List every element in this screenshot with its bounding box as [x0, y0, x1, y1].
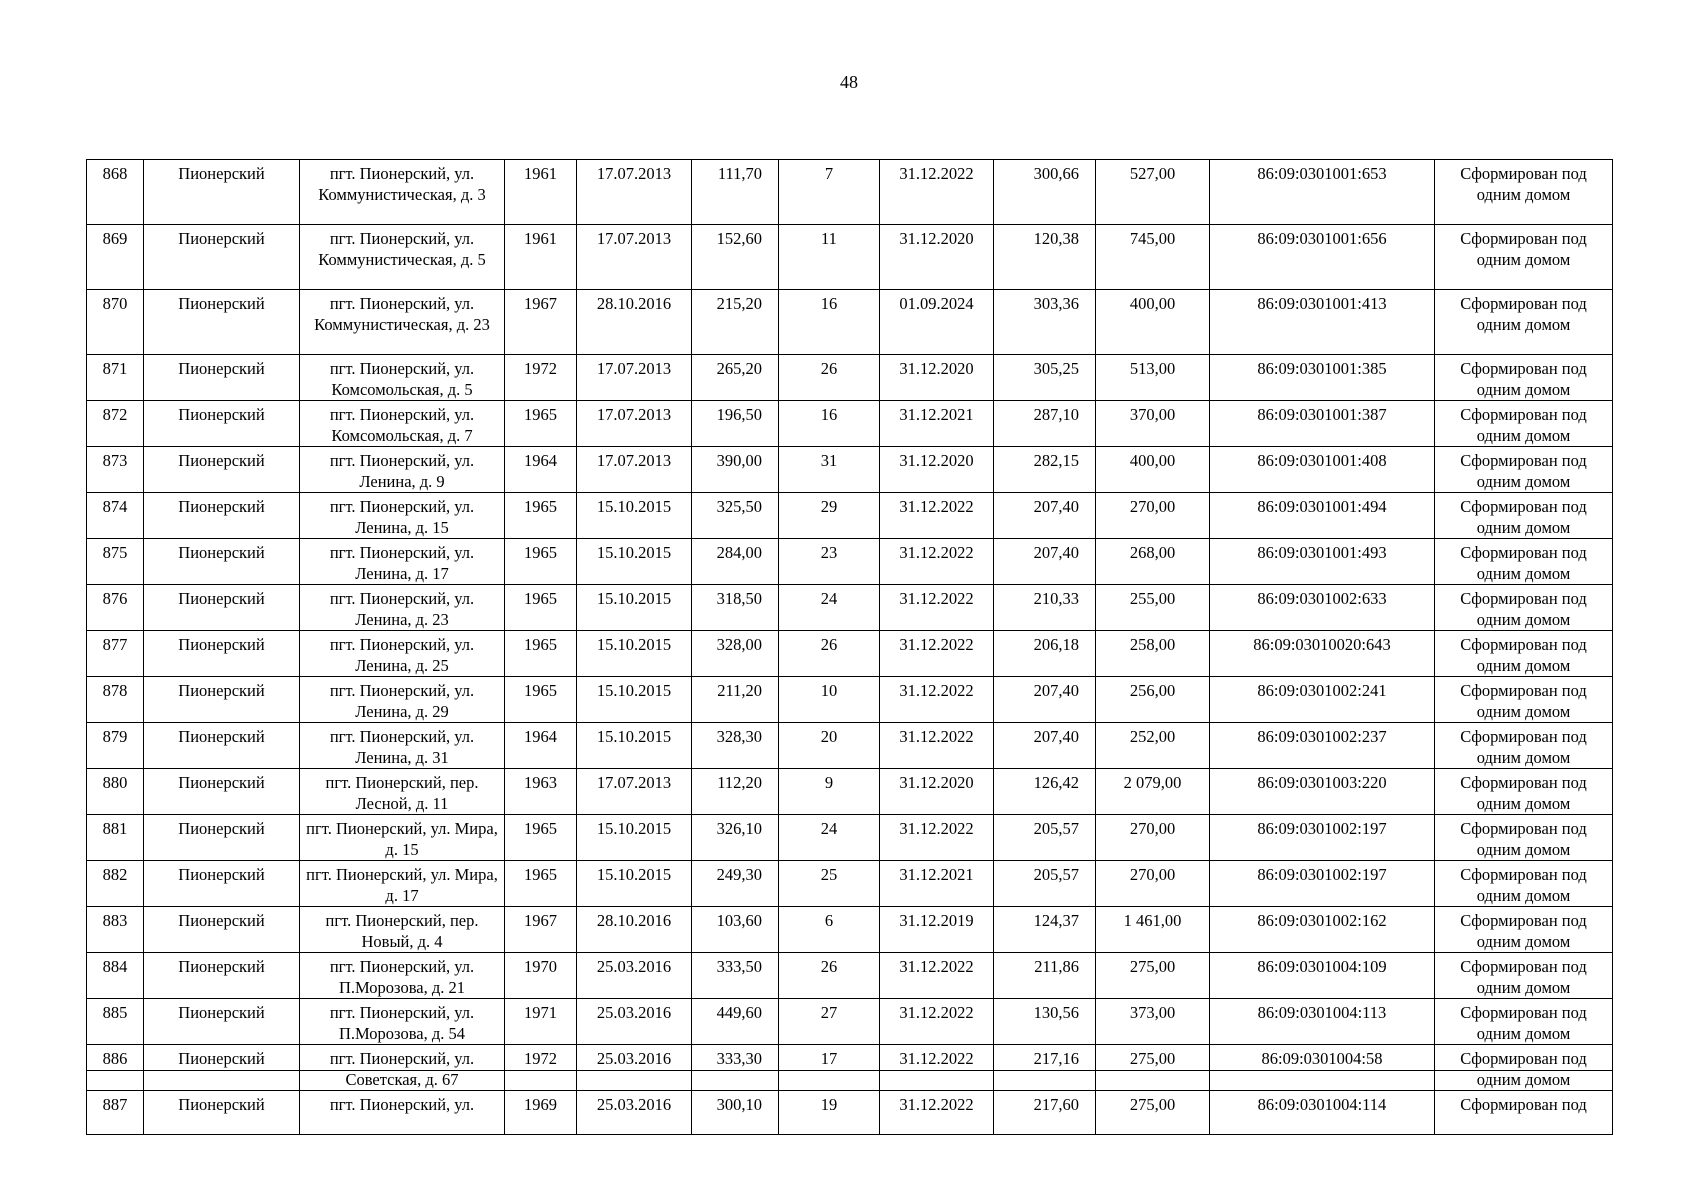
- area-cell: 449,60: [692, 999, 779, 1045]
- date-cell: 28.10.2016: [577, 290, 692, 355]
- area-cell: 300,10: [692, 1091, 779, 1135]
- cadastral-number-cell: 86:09:0301004:113: [1210, 999, 1435, 1045]
- build-year-cell: 1961: [505, 160, 577, 225]
- district-cell: Пионерский: [144, 907, 300, 953]
- deadline-cell: 31.12.2022: [880, 677, 994, 723]
- deadline-cell: 31.12.2022: [880, 999, 994, 1045]
- cadastral-number-cell: 86:09:0301001:413: [1210, 290, 1435, 355]
- land-area-cell: 370,00: [1096, 401, 1210, 447]
- table-row: [87, 401, 1613, 447]
- deadline-cell: 31.12.2022: [880, 953, 994, 999]
- area-cell: 390,00: [692, 447, 779, 493]
- row-number-cell: 876: [87, 585, 144, 631]
- table-row: [87, 225, 1613, 290]
- residents-cell: 19: [779, 1091, 880, 1135]
- row-number-cell: 874: [87, 493, 144, 539]
- table-row: [87, 677, 1613, 723]
- area-cell: 325,50: [692, 493, 779, 539]
- land-area-cell: 2 079,00: [1096, 769, 1210, 815]
- date-cell: 17.07.2013: [577, 447, 692, 493]
- row-number-cell: 884: [87, 953, 144, 999]
- status-cell: Сформирован под одним домом: [1435, 290, 1613, 355]
- table-row: [87, 861, 1613, 907]
- cadastral-number-cell: 86:09:0301004:114: [1210, 1091, 1435, 1135]
- row-number-cell: 873: [87, 447, 144, 493]
- land-area-cell: 275,00: [1096, 953, 1210, 999]
- address-cell: пгт. Пионерский, пер. Лесной, д. 11: [300, 769, 505, 815]
- area-cell: 196,50: [692, 401, 779, 447]
- status-cell: Сформирован под одним домом: [1435, 953, 1613, 999]
- residents-cell: 25: [779, 861, 880, 907]
- land-area-cell: 270,00: [1096, 493, 1210, 539]
- status-cell: Сформирован под одним домом: [1435, 723, 1613, 769]
- build-year-cell: 1967: [505, 290, 577, 355]
- sum-cell: 303,36: [994, 290, 1096, 355]
- row-number-cell: 868: [87, 160, 144, 225]
- table-row: [87, 493, 1613, 539]
- cadastral-number-cell: 86:09:0301001:653: [1210, 160, 1435, 225]
- sum-cell: 206,18: [994, 631, 1096, 677]
- housing-table-container: [86, 159, 1613, 1114]
- status-cell: Сформирован под одним домом: [1435, 539, 1613, 585]
- status-cell: Сформирован под: [1435, 1091, 1613, 1135]
- sum-cell: 126,42: [994, 769, 1096, 815]
- table-row: [87, 1045, 1613, 1091]
- address-cell: пгт. Пионерский, ул. Комсомольская, д. 5: [300, 355, 505, 401]
- table-row: [87, 999, 1613, 1045]
- residents-cell: 10: [779, 677, 880, 723]
- district-cell: Пионерский: [144, 677, 300, 723]
- date-cell: 17.07.2013: [577, 769, 692, 815]
- area-cell: 284,00: [692, 539, 779, 585]
- build-year-cell: 1963: [505, 769, 577, 815]
- cadastral-number-cell: 86:09:0301003:220: [1210, 769, 1435, 815]
- sum-cell: 300,66: [994, 160, 1096, 225]
- cadastral-number-cell: 86:09:0301001:408: [1210, 447, 1435, 493]
- build-year-cell: 1971: [505, 999, 577, 1045]
- deadline-cell: 31.12.2022: [880, 1045, 994, 1091]
- deadline-cell: 01.09.2024: [880, 290, 994, 355]
- row-number-cell: 880: [87, 769, 144, 815]
- district-cell: Пионерский: [144, 815, 300, 861]
- district-cell: Пионерский: [144, 861, 300, 907]
- address-cell: пгт. Пионерский, ул. Ленина, д. 15: [300, 493, 505, 539]
- sum-cell: 287,10: [994, 401, 1096, 447]
- cadastral-number-cell: 86:09:0301002:197: [1210, 815, 1435, 861]
- build-year-cell: 1965: [505, 539, 577, 585]
- row-number-cell: 887: [87, 1091, 144, 1135]
- address-cell: пгт. Пионерский, ул. Коммунистическая, д. 3: [300, 160, 505, 225]
- cadastral-number-cell: 86:09:0301004:109: [1210, 953, 1435, 999]
- residents-cell: 23: [779, 539, 880, 585]
- build-year-cell: 1969: [505, 1091, 577, 1135]
- deadline-cell: 31.12.2020: [880, 355, 994, 401]
- deadline-cell: 31.12.2022: [880, 160, 994, 225]
- address-cell: пгт. Пионерский, ул. Ленина, д. 25: [300, 631, 505, 677]
- sum-cell: 207,40: [994, 539, 1096, 585]
- area-cell: 215,20: [692, 290, 779, 355]
- cadastral-number-cell: 86:09:0301001:385: [1210, 355, 1435, 401]
- address-cell: пгт. Пионерский, ул. Мира, д. 17: [300, 861, 505, 907]
- land-area-cell: 400,00: [1096, 447, 1210, 493]
- area-cell: 152,60: [692, 225, 779, 290]
- build-year-cell: 1965: [505, 861, 577, 907]
- table-row: [87, 1091, 1613, 1135]
- build-year-cell: 1967: [505, 907, 577, 953]
- deadline-cell: 31.12.2020: [880, 447, 994, 493]
- land-area-cell: 527,00: [1096, 160, 1210, 225]
- status-cell: Сформирован под одним домом: [1435, 769, 1613, 815]
- area-cell: 318,50: [692, 585, 779, 631]
- land-area-cell: 270,00: [1096, 815, 1210, 861]
- row-number-cell: 881: [87, 815, 144, 861]
- sum-cell: 207,40: [994, 677, 1096, 723]
- district-cell: Пионерский: [144, 447, 300, 493]
- cadastral-number-cell: 86:09:0301002:237: [1210, 723, 1435, 769]
- sum-cell: 207,40: [994, 723, 1096, 769]
- build-year-cell: 1965: [505, 493, 577, 539]
- sum-cell: 120,38: [994, 225, 1096, 290]
- table-row: [87, 447, 1613, 493]
- table-row: [87, 160, 1613, 225]
- sum-cell: 207,40: [994, 493, 1096, 539]
- sum-cell: 217,60: [994, 1091, 1096, 1135]
- status-cell: Сформирован под одним домом: [1435, 677, 1613, 723]
- land-area-cell: 400,00: [1096, 290, 1210, 355]
- cadastral-number-cell: 86:09:0301002:197: [1210, 861, 1435, 907]
- residents-cell: 17: [779, 1045, 880, 1091]
- build-year-cell: 1965: [505, 585, 577, 631]
- residents-cell: 6: [779, 907, 880, 953]
- status-cell: Сформирован под одним домом: [1435, 1045, 1613, 1091]
- sum-cell: 130,56: [994, 999, 1096, 1045]
- district-cell: Пионерский: [144, 723, 300, 769]
- build-year-cell: 1965: [505, 631, 577, 677]
- table-row: [87, 953, 1613, 999]
- residents-cell: 11: [779, 225, 880, 290]
- status-cell: Сформирован под одним домом: [1435, 907, 1613, 953]
- district-cell: Пионерский: [144, 1045, 300, 1091]
- date-cell: 15.10.2015: [577, 815, 692, 861]
- cadastral-number-cell: 86:09:03010020:643: [1210, 631, 1435, 677]
- deadline-cell: 31.12.2022: [880, 815, 994, 861]
- area-cell: 333,50: [692, 953, 779, 999]
- address-cell: пгт. Пионерский, ул. Ленина, д. 29: [300, 677, 505, 723]
- date-cell: 17.07.2013: [577, 225, 692, 290]
- district-cell: Пионерский: [144, 401, 300, 447]
- address-cell: пгт. Пионерский, пер. Новый, д. 4: [300, 907, 505, 953]
- deadline-cell: 31.12.2022: [880, 723, 994, 769]
- district-cell: Пионерский: [144, 493, 300, 539]
- housing-table: [86, 159, 1613, 1135]
- area-cell: 265,20: [692, 355, 779, 401]
- row-number-cell: 885: [87, 999, 144, 1045]
- build-year-cell: 1970: [505, 953, 577, 999]
- residents-cell: 29: [779, 493, 880, 539]
- row-number-cell: 875: [87, 539, 144, 585]
- cadastral-number-cell: 86:09:0301004:58: [1210, 1045, 1435, 1091]
- date-cell: 15.10.2015: [577, 585, 692, 631]
- table-row: [87, 539, 1613, 585]
- address-cell: пгт. Пионерский, ул. Ленина, д. 31: [300, 723, 505, 769]
- date-cell: 15.10.2015: [577, 677, 692, 723]
- row-number-cell: 878: [87, 677, 144, 723]
- district-cell: Пионерский: [144, 290, 300, 355]
- address-cell: пгт. Пионерский, ул. П.Морозова, д. 21: [300, 953, 505, 999]
- land-area-cell: 513,00: [1096, 355, 1210, 401]
- sum-cell: 210,33: [994, 585, 1096, 631]
- deadline-cell: 31.12.2022: [880, 631, 994, 677]
- table-row: [87, 815, 1613, 861]
- table-row: [87, 585, 1613, 631]
- sum-cell: 124,37: [994, 907, 1096, 953]
- row-number-cell: 883: [87, 907, 144, 953]
- residents-cell: 26: [779, 631, 880, 677]
- residents-cell: 31: [779, 447, 880, 493]
- status-cell: Сформирован под одним домом: [1435, 225, 1613, 290]
- residents-cell: 24: [779, 815, 880, 861]
- land-area-cell: 252,00: [1096, 723, 1210, 769]
- table-row: [87, 355, 1613, 401]
- area-cell: 333,30: [692, 1045, 779, 1091]
- date-cell: 15.10.2015: [577, 723, 692, 769]
- table-row: [87, 769, 1613, 815]
- land-area-cell: 745,00: [1096, 225, 1210, 290]
- district-cell: Пионерский: [144, 585, 300, 631]
- deadline-cell: 31.12.2022: [880, 1091, 994, 1135]
- residents-cell: 9: [779, 769, 880, 815]
- build-year-cell: 1964: [505, 723, 577, 769]
- land-area-cell: 1 461,00: [1096, 907, 1210, 953]
- land-area-cell: 256,00: [1096, 677, 1210, 723]
- area-cell: 249,30: [692, 861, 779, 907]
- address-cell: пгт. Пионерский, ул. П.Морозова, д. 54: [300, 999, 505, 1045]
- cadastral-number-cell: 86:09:0301001:387: [1210, 401, 1435, 447]
- area-cell: 328,00: [692, 631, 779, 677]
- area-cell: 103,60: [692, 907, 779, 953]
- sum-cell: 211,86: [994, 953, 1096, 999]
- address-cell: пгт. Пионерский, ул. Комсомольская, д. 7: [300, 401, 505, 447]
- area-cell: 112,20: [692, 769, 779, 815]
- status-cell: Сформирован под одним домом: [1435, 493, 1613, 539]
- table-row: [87, 907, 1613, 953]
- address-cell: пгт. Пионерский, ул. Ленина, д. 23: [300, 585, 505, 631]
- residents-cell: 20: [779, 723, 880, 769]
- sum-cell: 305,25: [994, 355, 1096, 401]
- build-year-cell: 1965: [505, 815, 577, 861]
- date-cell: 17.07.2013: [577, 160, 692, 225]
- deadline-cell: 31.12.2021: [880, 861, 994, 907]
- district-cell: Пионерский: [144, 953, 300, 999]
- residents-cell: 26: [779, 953, 880, 999]
- deadline-cell: 31.12.2022: [880, 539, 994, 585]
- status-cell: Сформирован под одним домом: [1435, 160, 1613, 225]
- date-cell: 17.07.2013: [577, 401, 692, 447]
- residents-cell: 26: [779, 355, 880, 401]
- address-cell: пгт. Пионерский, ул. Коммунистическая, д. 23: [300, 290, 505, 355]
- district-cell: Пионерский: [144, 355, 300, 401]
- status-cell: Сформирован под одним домом: [1435, 861, 1613, 907]
- row-number-cell: 882: [87, 861, 144, 907]
- row-number-cell: 872: [87, 401, 144, 447]
- row-number-cell: 871: [87, 355, 144, 401]
- residents-cell: 24: [779, 585, 880, 631]
- deadline-cell: 31.12.2020: [880, 225, 994, 290]
- table-row: [87, 723, 1613, 769]
- residents-cell: 16: [779, 290, 880, 355]
- date-cell: 25.03.2016: [577, 1045, 692, 1091]
- status-cell: Сформирован под одним домом: [1435, 815, 1613, 861]
- sum-cell: 205,57: [994, 861, 1096, 907]
- row-number-cell: 877: [87, 631, 144, 677]
- deadline-cell: 31.12.2021: [880, 401, 994, 447]
- address-cell: пгт. Пионерский, ул. Мира, д. 15: [300, 815, 505, 861]
- date-cell: 15.10.2015: [577, 631, 692, 677]
- deadline-cell: 31.12.2022: [880, 585, 994, 631]
- date-cell: 15.10.2015: [577, 493, 692, 539]
- table-row: [87, 290, 1613, 355]
- cadastral-number-cell: 86:09:0301001:493: [1210, 539, 1435, 585]
- status-cell: Сформирован под одним домом: [1435, 631, 1613, 677]
- sum-cell: 205,57: [994, 815, 1096, 861]
- address-cell: пгт. Пионерский, ул. Ленина, д. 9: [300, 447, 505, 493]
- row-number-cell: 869: [87, 225, 144, 290]
- date-cell: 17.07.2013: [577, 355, 692, 401]
- land-area-cell: 373,00: [1096, 999, 1210, 1045]
- area-cell: 211,20: [692, 677, 779, 723]
- status-cell: Сформирован под одним домом: [1435, 355, 1613, 401]
- area-cell: 326,10: [692, 815, 779, 861]
- build-year-cell: 1972: [505, 1045, 577, 1091]
- land-area-cell: 258,00: [1096, 631, 1210, 677]
- build-year-cell: 1964: [505, 447, 577, 493]
- residents-cell: 16: [779, 401, 880, 447]
- address-cell: пгт. Пионерский, ул. Ленина, д. 17: [300, 539, 505, 585]
- row-number-cell: 886: [87, 1045, 144, 1091]
- date-cell: 28.10.2016: [577, 907, 692, 953]
- district-cell: Пионерский: [144, 1091, 300, 1135]
- address-cell: пгт. Пионерский, ул. Коммунистическая, д. 5: [300, 225, 505, 290]
- build-year-cell: 1965: [505, 677, 577, 723]
- date-cell: 15.10.2015: [577, 861, 692, 907]
- cadastral-number-cell: 86:09:0301002:162: [1210, 907, 1435, 953]
- sum-cell: 282,15: [994, 447, 1096, 493]
- date-cell: 25.03.2016: [577, 953, 692, 999]
- land-area-cell: 275,00: [1096, 1045, 1210, 1091]
- date-cell: 15.10.2015: [577, 539, 692, 585]
- status-cell: Сформирован под одним домом: [1435, 447, 1613, 493]
- residents-cell: 7: [779, 160, 880, 225]
- page-number: 48: [840, 72, 858, 92]
- land-area-cell: 255,00: [1096, 585, 1210, 631]
- sum-cell: 217,16: [994, 1045, 1096, 1091]
- area-cell: 328,30: [692, 723, 779, 769]
- land-area-cell: 275,00: [1096, 1091, 1210, 1135]
- address-cell: пгт. Пионерский, ул.: [300, 1091, 505, 1135]
- status-cell: Сформирован под одним домом: [1435, 585, 1613, 631]
- cadastral-number-cell: 86:09:0301002:633: [1210, 585, 1435, 631]
- cadastral-number-cell: 86:09:0301002:241: [1210, 677, 1435, 723]
- district-cell: Пионерский: [144, 225, 300, 290]
- residents-cell: 27: [779, 999, 880, 1045]
- status-cell: Сформирован под одним домом: [1435, 401, 1613, 447]
- land-area-cell: 268,00: [1096, 539, 1210, 585]
- deadline-cell: 31.12.2020: [880, 769, 994, 815]
- district-cell: Пионерский: [144, 160, 300, 225]
- district-cell: Пионерский: [144, 999, 300, 1045]
- row-number-cell: 879: [87, 723, 144, 769]
- table-body: [87, 160, 1613, 1135]
- build-year-cell: 1972: [505, 355, 577, 401]
- date-cell: 25.03.2016: [577, 1091, 692, 1135]
- address-cell: пгт. Пионерский, ул. Советская, д. 67: [300, 1045, 505, 1091]
- area-cell: 111,70: [692, 160, 779, 225]
- district-cell: Пионерский: [144, 769, 300, 815]
- table-row: [87, 631, 1613, 677]
- deadline-cell: 31.12.2019: [880, 907, 994, 953]
- row-number-cell: 870: [87, 290, 144, 355]
- cadastral-number-cell: 86:09:0301001:494: [1210, 493, 1435, 539]
- land-area-cell: 270,00: [1096, 861, 1210, 907]
- date-cell: 25.03.2016: [577, 999, 692, 1045]
- deadline-cell: 31.12.2022: [880, 493, 994, 539]
- cadastral-number-cell: 86:09:0301001:656: [1210, 225, 1435, 290]
- build-year-cell: 1965: [505, 401, 577, 447]
- district-cell: Пионерский: [144, 539, 300, 585]
- build-year-cell: 1961: [505, 225, 577, 290]
- district-cell: Пионерский: [144, 631, 300, 677]
- status-cell: Сформирован под одним домом: [1435, 999, 1613, 1045]
